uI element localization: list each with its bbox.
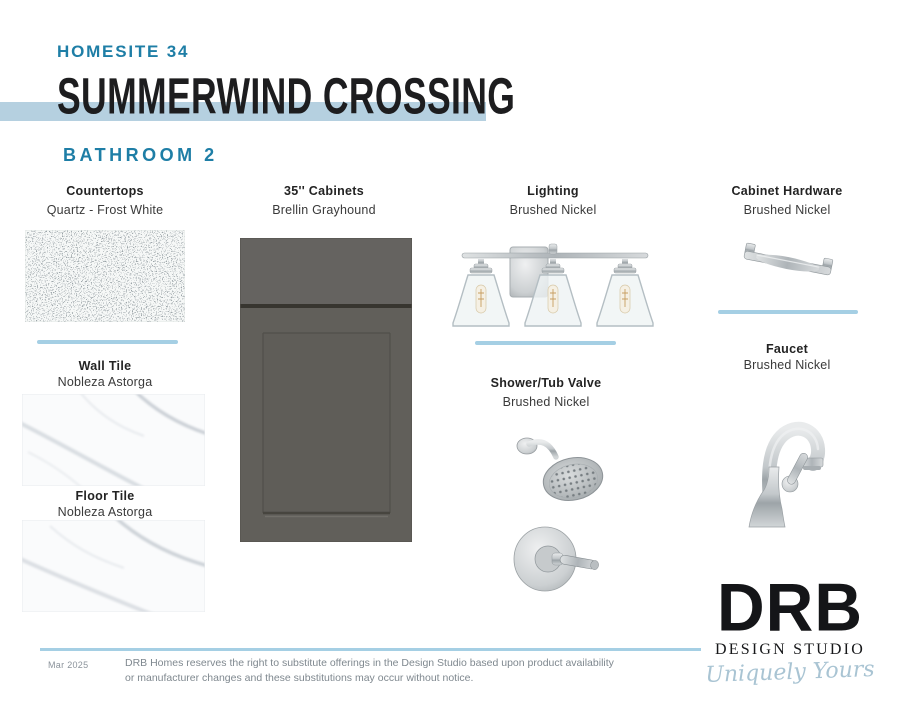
floor-tile-swatch-image [22, 520, 205, 612]
homesite-label: HOMESITE 34 [57, 42, 190, 61]
lighting-title: Lighting [527, 184, 579, 198]
floor-tile-title: Floor Tile [75, 489, 135, 503]
cabinet-hardware-title: Cabinet Hardware [731, 184, 843, 198]
community-title: SUMMERWIND CROSSING [57, 69, 516, 126]
countertops-value: Quartz - Frost White [46, 203, 164, 217]
countertops-divider [37, 340, 178, 344]
drb-logo [692, 569, 888, 689]
cabinets-section [224, 184, 424, 217]
footer-divider [40, 648, 701, 651]
hardware-divider [718, 310, 858, 314]
drb-logo-brand: DRB [717, 569, 863, 645]
countertops-section [5, 184, 205, 217]
faucet-section [687, 342, 887, 372]
wall-tile-value: Nobleza Astorga [57, 375, 153, 389]
lighting-value: Brushed Nickel [509, 203, 597, 217]
vanity-light-image [450, 237, 660, 332]
cabinet-hardware-value: Brushed Nickel [743, 203, 831, 217]
cabinets-title: 35'' Cabinets [283, 184, 364, 198]
faucet-title: Faucet [765, 342, 809, 356]
shower-valve-value: Brushed Nickel [502, 395, 590, 409]
cabinet-pull-image [733, 242, 841, 290]
cabinet-door-image [240, 238, 412, 542]
drb-logo-tagline: Uniquely Yours [704, 657, 876, 689]
wall-tile-section [5, 359, 205, 389]
footer-date: Mar 2025 [48, 660, 89, 670]
cabinets-value: Brellin Grayhound [272, 203, 376, 217]
countertops-title: Countertops [66, 184, 144, 198]
countertop-swatch-image [25, 230, 185, 322]
lighting-section [446, 184, 660, 217]
shower-valve-title: Shower/Tub Valve [490, 376, 602, 390]
shower-valve-trim-image [505, 524, 605, 596]
faucet-value: Brushed Nickel [743, 358, 831, 372]
wall-tile-title: Wall Tile [78, 359, 132, 373]
lighting-divider [475, 341, 616, 345]
cabinet-hardware-section [687, 184, 887, 217]
drb-logo-subtitle: DESIGN STUDIO [715, 641, 865, 659]
footer-disclaimer-line2: or manufacturer changes and these substitutions may occur without notice. [125, 671, 474, 684]
floor-tile-value: Nobleza Astorga [57, 505, 153, 519]
wall-tile-swatch-image [22, 394, 205, 486]
footer-disclaimer-line1: DRB Homes reserves the right to substitute offerings in the Design Studio based upon product availability [125, 657, 614, 669]
shower-head-image [513, 432, 618, 507]
shower-valve-section [446, 376, 646, 409]
faucet-image [733, 405, 843, 530]
floor-tile-section [5, 489, 205, 519]
room-title: BATHROOM 2 [63, 145, 218, 165]
footer-disclaimer [125, 656, 670, 685]
